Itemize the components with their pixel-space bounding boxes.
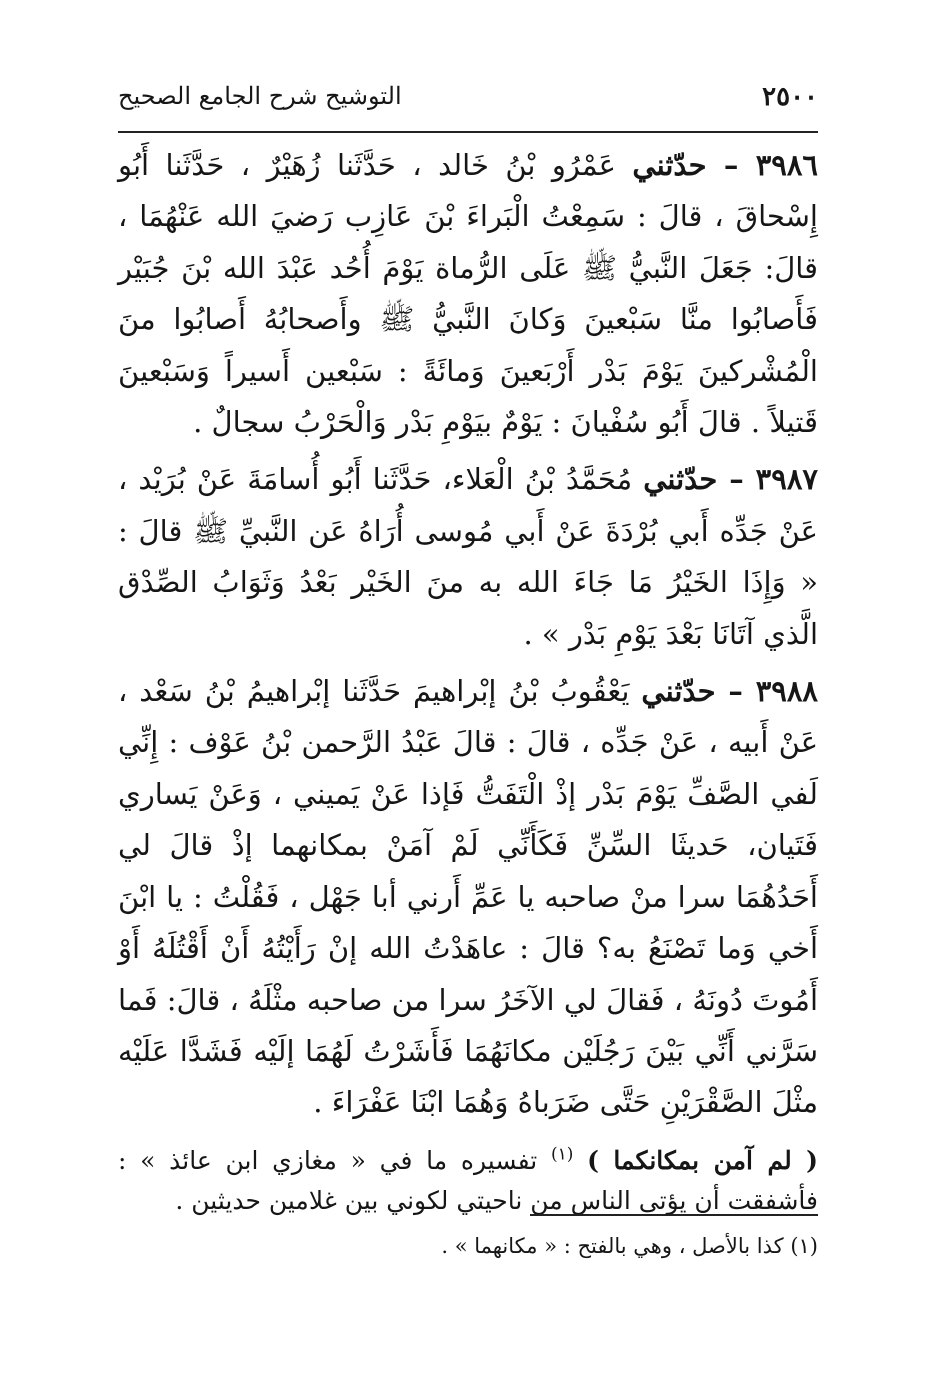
footnote-reference: (١): [550, 1144, 574, 1165]
hadith-lead-word: حدّثني: [632, 148, 707, 182]
hadith-dash: –: [706, 148, 756, 182]
hadith-number: ٣٩٨٧: [755, 462, 818, 497]
hadith-number: ٣٩٨٨: [755, 674, 818, 709]
hadith-3987: [118, 454, 818, 660]
header-divider: [118, 131, 818, 133]
commentary-text: تفسيره ما في « مغازي ابن عائذ » : فأشفقت أن يؤتى الناس من ناحيتي لكوني بين غلامين حديثين .: [118, 1145, 818, 1215]
hadith-dash: –: [715, 674, 756, 709]
footnote: (١) كذا بالأصل ، وهي بالفتح : « مكانهما » .: [441, 1234, 818, 1258]
hadith-text: عَمْرُو بْنُ خَالد ، حَدَّثَنا زُهَيْرٌ ، حَدَّثَنا أَبُو إِسْحاقَ ، قالَ : سَمِعْتُ الْبَراءَ بْنَ عَازِب رَضيَ الله عَنْهُمَا ، قالَ: جَعَلَ النَّبيُّ ﷺ عَلَى الرُّماة يَوْمَ أُحُد عَبْدَ الله بْنَ جُبَيْر فَأَصابُوا منَّا سَبْعينَ وَكانَ النَّبيُّ ﷺ وأَصحابُهُ أَصابُوا منَ الْمُشْركينَ يَوْمَ بَدْر أَرْبَعينَ وَمائَةً : سَبْعين أَسيراً وَسَبْعينَ قَتيلاً . قالَ أَبُو سُفْيانَ : يَوْمٌ بيَوْمِ بَدْر وَالْحَرْبُ سجالٌ .: [118, 148, 818, 440]
page-header: [118, 82, 818, 128]
commentary-lemma: ( لم آمن بمكانكما ): [587, 1145, 819, 1175]
footnote-divider: [530, 1214, 818, 1216]
hadith-number: ٣٩٨٦: [755, 148, 818, 182]
hadith-text: مُحَمَّدُ بْنُ الْعَلاء، حَدَّثَنا أَبُو أُسامَةَ عَنْ بُرَيْد ، عَنْ جَدِّه أَبي بُرْدَةَ عَنْ أَبي مُوسى أُرَاهُ عَن النَّبيِّ ﷺ قالَ : « وَإِذَا الخَيْرُ مَا جَاءَ الله به منَ الخَيْر بَعْدُ وَثَوَابُ الصِّدْق الَّذي آتَانَا بَعْدَ يَوْمِ بَدْر » .: [118, 462, 818, 651]
hadith-3988: [118, 666, 818, 1129]
hadith-3986: [118, 140, 818, 448]
hadith-dash: –: [717, 462, 756, 497]
hadith-lead-word: حدّثني: [641, 674, 716, 709]
page-number: ٢٥٠٠: [762, 82, 818, 112]
commentary: [118, 1141, 818, 1221]
hadith-lead-word: حدّثني: [643, 462, 718, 497]
main-text: [118, 140, 818, 1246]
hadith-text: يَعْقُوبُ بْنُ إبْراهيمَ حَدَّثَنا إبْراهيمُ بْنُ سَعْد ، عَنْ أَبيه ، عَنْ جَدِّه ، قالَ : قالَ عَبْدُ الرَّحمن بْنُ عَوْف : إِنِّي لَفي الصَّفِّ يَوْمَ بَدْر إذْ الْتَفَتُّ فَإذا عَنْ يَميني ، وَعَنْ يَساري فَتَيان، حَديثَا السِّنِّ فَكَأَنِّي لَمْ آمَنْ بمكانهما إذْ قالَ لي أَحَدُهُمَا سرا منْ صاحبه يا عَمِّ أَرني أبا جَهْل ، فَقُلْتُ : يا ابْنَ أَخي وَما تَصْنَعُ به؟ قالَ : عاهَدْتُ الله إنْ رَأَيْتُهُ أَنْ أَقْتُلَهُ أَوْ أَمُوتَ دُونَهُ ، فَقالَ لي الآخَرُ سرا من صاحبه مثْلَهُ ، قالَ: فَما سَرَّني أَنِّي بَيْنَ رَجُلَيْن مكانَهُمَا فَأَشَرْتُ لَهُمَا إلَيْه فَشَدَّا عَلَيْه مثْلَ الصَّقْرَيْنِ حَتَّى ضَرَباهُ وَهُمَا ابْنَا عَفْرَاءَ .: [118, 674, 818, 1120]
running-title: التوشيح شرح الجامع الصحيح: [118, 82, 402, 110]
